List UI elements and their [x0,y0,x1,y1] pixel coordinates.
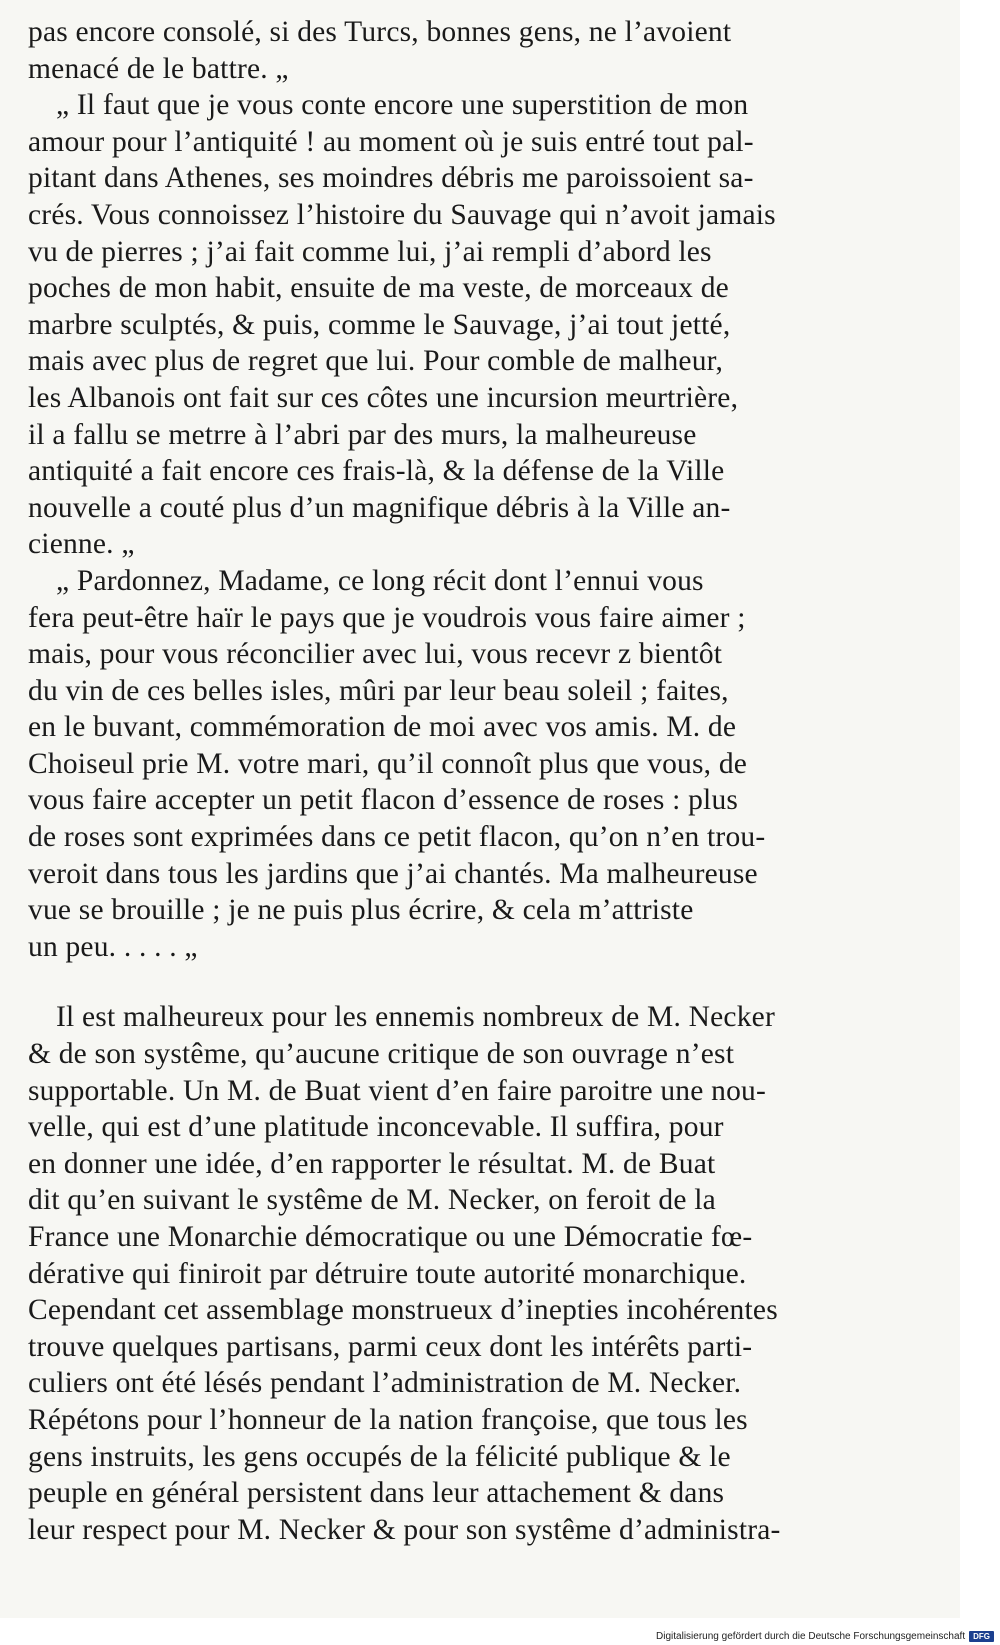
text-line: peuple en général persistent dans leur attachement & dans [28,1477,725,1510]
text-line: vue se brouille ; je ne puis plus écrire, & cela m’attriste [28,894,694,927]
text-line: mais, pour vous réconcilier avec lui, vous recevr z bientôt [28,638,723,671]
paragraph [28,14,928,87]
text-line: poches de mon habit, ensuite de ma veste, de morceaux de [28,272,729,305]
text-line: & de son systême, qu’aucune critique de son ouvrage n’est [28,1038,735,1071]
text-line: de roses sont exprimées dans ce petit flacon, qu’on n’en trou- [28,821,766,854]
text-line: crés. Vous connoissez l’histoire du Sauvage qui n’avoit jamais [28,198,776,231]
text-line: supportable. Un M. de Buat vient d’en faire paroitre une nou- [28,1074,767,1107]
text-line: dérative qui finiroit par détruire toute autorité monarchique. [28,1257,747,1290]
text-line: du vin de ces belles isles, mûri par leur beau soleil ; faites, [28,674,729,707]
text-line: fera peut-être haïr le pays que je voudrois vous faire aimer ; [28,601,746,634]
dfg-logo: DFG [969,1631,994,1642]
text-line: cienne. „ [28,528,135,561]
text-line: nouvelle a couté plus d’un magnifique débris à la Ville an- [28,491,731,524]
text-line: pas encore consolé, si des Turcs, bonnes gens, ne l’avoient [28,16,732,48]
text-line: les Albanois ont fait sur ces côtes une incursion meurtrière, [28,381,739,414]
text-line: France une Monarchie démocratique ou une Démocratie fœ- [28,1221,753,1253]
text-line: marbre sculptés, & puis, comme le Sauvage, j’ai tout jetté, [28,308,731,341]
text-line: trouve quelques partisans, parmi ceux dont les intérêts parti- [28,1330,753,1363]
text-line: vu de pierres ; j’ai fait comme lui, j’ai rempli d’abord les [28,235,712,268]
text-line: mais avec plus de regret que lui. Pour comble de malheur, [28,345,724,378]
text-line: Il est malheureux pour les ennemis nombreux de M. Necker [56,1001,775,1034]
text-line: „ Pardonnez, Madame, ce long récit dont l’ennui vous [56,564,704,597]
text-line: dit qu’en suivant le systême de M. Necker, on feroit de la [28,1184,716,1217]
page-text [28,14,928,1548]
paragraph [28,563,928,966]
text-line: il a fallu se metrre à l’abri par des murs, la malheureuse [28,418,697,451]
text-line: „ Il faut que je vous conte encore une superstition de mon [56,89,749,122]
text-line: en le buvant, commémoration de moi avec vos amis. M. de [28,711,737,744]
footer-credit [656,1631,994,1642]
text-line: amour pour l’antiquité ! au moment où je suis entré tout pal- [28,125,754,158]
paragraph-gap [28,965,928,999]
text-line: en donner une idée, d’en rapporter le résultat. M. de Buat [28,1147,716,1180]
text-line: Répétons pour l’honneur de la nation françoise, que tous les [28,1403,748,1436]
text-line: gens instruits, les gens occupés de la félicité publique & le [28,1440,731,1473]
text-line: menacé de le battre. „ [28,52,289,85]
paragraph [28,999,928,1548]
text-line: veroit dans tous les jardins que j’ai chantés. Ma malheureuse [28,857,758,890]
text-line: velle, qui est d’une platitude inconcevable. Il suffira, pour [28,1111,724,1144]
footer-text: Digitalisierung gefördert durch die Deutsche Forschungsgemeinschaft [656,1631,966,1642]
text-line: leur respect pour M. Necker & pour son systême d’administra- [28,1513,781,1546]
text-line: culiers ont été lésés pendant l’administration de M. Necker. [28,1367,742,1400]
text-line: Cependant cet assemblage monstrueux d’inepties incohérentes [28,1294,778,1327]
text-line: un peu. . . . . „ [28,930,198,963]
text-line: vous faire accepter un petit flacon d’essence de roses : plus [28,784,739,817]
paragraph [28,87,928,563]
text-line: Choiseul prie M. votre mari, qu’il connoît plus que vous, de [28,747,748,780]
text-line: pitant dans Athenes, ses moindres débris me paroissoient sa- [28,162,754,195]
text-line: antiquité a fait encore ces frais-là, & la défense de la Ville [28,455,725,488]
